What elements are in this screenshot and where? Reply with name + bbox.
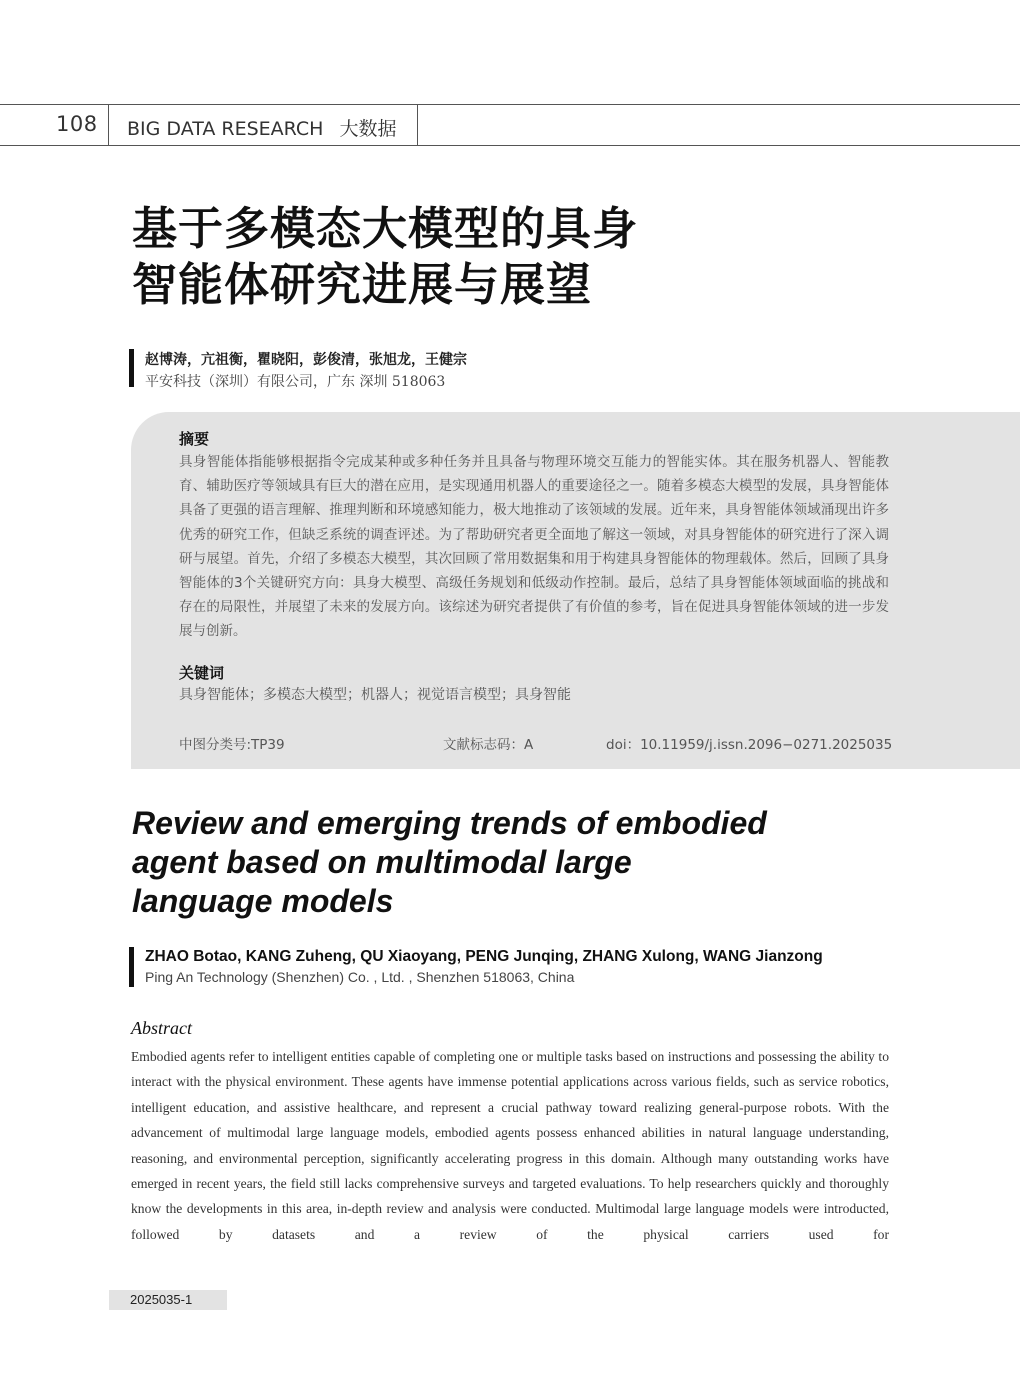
chinese-abstract-heading: 摘要 [179,430,210,448]
header-divider [108,104,109,146]
english-affiliation: Ping An Technology (Shenzhen) Co. , Ltd. , Shenzhen 518063, China [145,969,575,985]
classification-number: 中图分类号:TP39 [179,737,285,753]
journal-name-en: BIG DATA RESEARCH [127,118,324,140]
chinese-title-line: 智能体研究进展与展望 [132,258,593,311]
page-number: 108 [56,112,98,136]
journal-name-cn: 大数据 [339,118,397,140]
author-accent-bar [129,349,134,387]
keywords-text: 具身智能体；多模态大模型；机器人；视觉语言模型；具身智能 [179,687,571,703]
document-code: 文献标志码：A [443,737,534,753]
english-abstract-text: Embodied agents refer to intelligent entities capable of completing one or multiple tasks based on instructions and possessing the ability to interact with the physical environment. These agents have immense potential applications across various fields, such as service robotics, intelligent education, and assistive healthcare, and represent a crucial pathway toward realizing general-purpose robots. With the advancement of multimodal large language models, embodied agents possess enhanced abilities in natural language understanding, reasoning, and environmental perception, significantly accelerating progress in this domain. Although many outstanding works have emerged in recent years, the field still lacks comprehensive surveys and targeted evaluations. To help researchers quickly and thoroughly know the developments in this area, in-depth review and analysis were conducted. Multimodal large language models were introducted, followed by datasets and a review of the physical carriers used for [131,1049,889,1242]
header-bottom-rule [0,145,1020,146]
header-top-rule [0,104,1020,105]
chinese-affiliation: 平安科技（深圳）有限公司，广东 深圳 518063 [145,374,446,390]
english-title-line: language models [132,883,394,919]
keywords-heading: 关键词 [179,664,225,682]
doi: doi：10.11959/j.issn.2096−0271.2025035 [606,737,893,753]
journal-name [127,114,396,141]
english-title-line: Review and emerging trends of embodied [132,805,767,841]
english-abstract-heading: Abstract [131,1018,192,1038]
chinese-title-line: 基于多模态大模型的具身 [132,202,639,255]
chinese-authors: 赵博涛，亢祖衡，瞿晓阳，彭俊清，张旭龙，王健宗 [145,352,467,368]
author-accent-bar [129,947,134,987]
chinese-abstract-text: 具身智能体指能够根据指令完成某种或多种任务并且具备与物理环境交互能力的智能实体。其在服务机器人、智能教育、辅助医疗等领域具有巨大的潜在应用，是实现通用机器人的重要途径之一。随着多模态大模型的发展，具身智能体具备了更强的语言理解、推理判断和环境感知能力，极大地推动了该领域的发展。近年来，具身智能体领域涌现出许多优秀的研究工作，但缺乏系统的调查评述。为了帮助研究者更全面地了解这一领域，对具身智能体的研究进行了深入调研与展望。首先，介绍了多模态大模型，其次回顾了常用数据集和用于构建具身智能体的物理载体。然后，回顾了具身智能体的3个关键研究方向：具身大模型、高级任务规划和低级动作控制。最后，总结了具身智能体领域面临的挑战和存在的局限性，并展望了未来的发展方向。该综述为研究者提供了有价值的参考，旨在促进具身智能体领域的进一步发展与创新。 [179,454,889,640]
chinese-title [132,201,832,313]
english-title-line: agent based on multimodal large [132,844,632,880]
english-title [132,804,832,921]
page-id: 2025035-1 [109,1290,227,1310]
header-divider [417,104,418,146]
english-authors: ZHAO Botao, KANG Zuheng, QU Xiaoyang, PENG Junqing, ZHANG Xulong, WANG Jianzong [145,948,823,965]
